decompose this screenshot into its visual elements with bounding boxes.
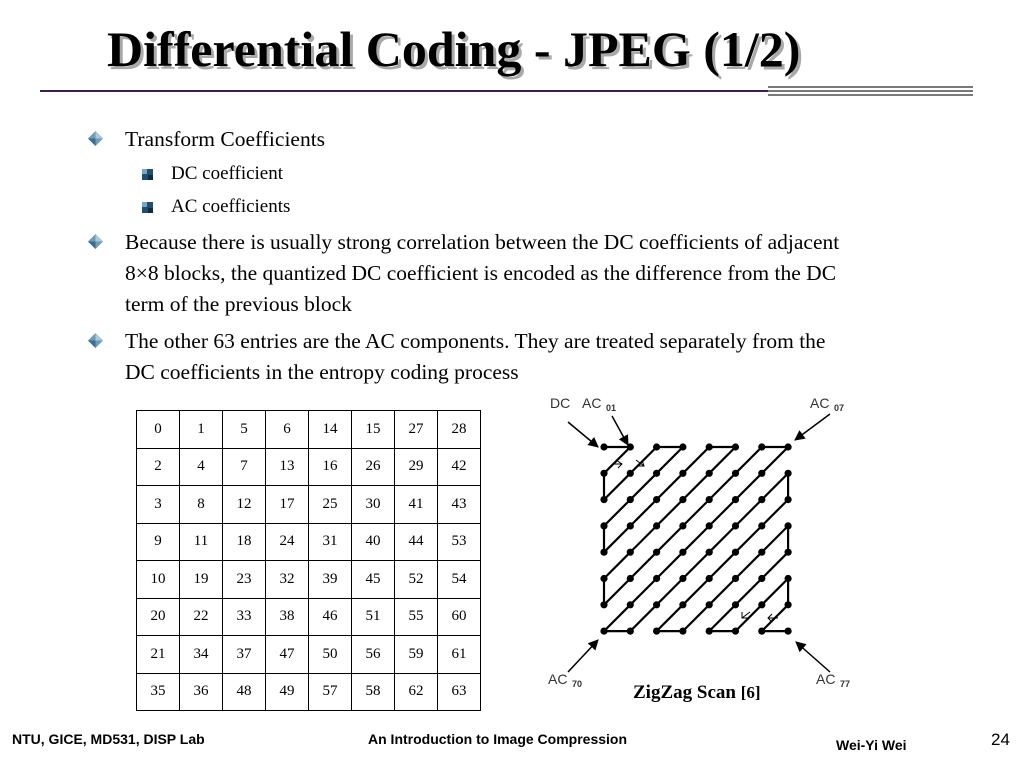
coefficient-dot: [600, 601, 607, 608]
table-row: [137, 486, 481, 524]
table-cell: 30: [352, 486, 395, 524]
table-cell: 48: [223, 673, 266, 711]
coefficient-dot: [732, 496, 739, 503]
table-cell: 56: [352, 636, 395, 674]
coefficient-dot: [706, 496, 713, 503]
bullet-text: 8×8 blocks, the quantized DC coefficient is encoded as the difference from the DC: [125, 261, 837, 285]
table-cell: 3: [137, 486, 180, 524]
coefficient-dot: [600, 628, 607, 635]
table-cell: 57: [309, 673, 352, 711]
table-row: [137, 673, 481, 711]
table-row: [137, 411, 481, 449]
coefficient-dot: [758, 549, 765, 556]
diamond-bullet-icon: [88, 131, 103, 146]
zigzag-segment: [709, 526, 735, 552]
zigzag-segment: [736, 447, 762, 473]
ac07-label: AC: [810, 395, 830, 411]
ac07-subscript: 07: [834, 403, 845, 413]
table-cell: 23: [223, 561, 266, 599]
table-row: [137, 598, 481, 636]
table-cell: 38: [266, 598, 309, 636]
zigzag-segment: [683, 526, 709, 552]
table-cell: 0: [137, 411, 180, 449]
coefficient-dot: [627, 549, 634, 556]
table-cell: 27: [395, 411, 438, 449]
coefficient-dot: [653, 470, 660, 477]
ac70-subscript: 70: [572, 679, 583, 689]
bullet-text: Because there is usually strong correlation between the DC coefficients of adjacent: [125, 230, 840, 254]
zigzag-segment: [683, 500, 709, 526]
table-cell: 8: [180, 486, 223, 524]
table-cell: 6: [266, 411, 309, 449]
zigzag-segment: [736, 526, 762, 552]
coefficient-dot: [732, 575, 739, 582]
footer-lab: NTU, GICE, MD531, DISP Lab: [12, 731, 205, 747]
zigzag-segment: [683, 447, 709, 473]
coefficient-dot: [627, 628, 634, 635]
zigzag-segment: [630, 605, 656, 631]
zigzag-segment: [709, 605, 735, 631]
table-cell: 55: [395, 598, 438, 636]
coefficient-dot: [732, 522, 739, 529]
page-number: 24: [991, 730, 1010, 749]
bullet-text: Transform Coefficients: [125, 127, 326, 151]
table-cell: 21: [137, 636, 180, 674]
zigzag-order-table: [136, 410, 481, 711]
table-cell: 54: [438, 561, 481, 599]
table-cell: 7: [223, 448, 266, 486]
diagram-caption: [633, 682, 761, 704]
direction-hint-icon: [612, 460, 622, 468]
zigzag-segment: [630, 473, 656, 499]
table-cell: 16: [309, 448, 352, 486]
coefficient-dot: [785, 470, 792, 477]
coefficient-dot: [627, 601, 634, 608]
zigzag-segment: [630, 579, 656, 605]
footer-author: Wei-Yi Wei: [836, 737, 907, 753]
coefficient-dot: [679, 628, 686, 635]
table-cell: 12: [223, 486, 266, 524]
table-cell: 37: [223, 636, 266, 674]
table-cell: 34: [180, 636, 223, 674]
zigzag-segment: [736, 579, 762, 605]
table-cell: 44: [395, 523, 438, 561]
coefficient-dot: [785, 496, 792, 503]
zigzag-segment: [709, 579, 735, 605]
coefficient-dot: [758, 496, 765, 503]
slide-title: Differential Coding - JPEG (1/2): [107, 21, 801, 77]
table-cell: 29: [395, 448, 438, 486]
coefficient-dot: [706, 522, 713, 529]
coefficient-dot: [600, 549, 607, 556]
zigzag-segment: [683, 473, 709, 499]
coefficient-dot: [653, 522, 660, 529]
table-cell: 36: [180, 673, 223, 711]
coefficient-dot: [785, 601, 792, 608]
zigzag-segment: [683, 605, 709, 631]
coefficient-dot: [679, 443, 686, 450]
table-cell: 32: [266, 561, 309, 599]
coefficient-dot: [758, 575, 765, 582]
table-cell: 49: [266, 673, 309, 711]
zigzag-segment: [630, 552, 656, 578]
table-cell: 39: [309, 561, 352, 599]
coefficient-dot: [758, 522, 765, 529]
diamond-bullet-icon: [88, 234, 103, 249]
zigzag-segment: [604, 526, 630, 552]
table-cell: 20: [137, 598, 180, 636]
coefficient-dot: [758, 601, 765, 608]
coefficient-dot: [732, 470, 739, 477]
table-cell: 5: [223, 411, 266, 449]
zigzag-segment: [709, 447, 735, 473]
table-cell: 22: [180, 598, 223, 636]
coefficient-dot: [758, 470, 765, 477]
coefficient-dot: [785, 549, 792, 556]
table-cell: 26: [352, 448, 395, 486]
table-cell: 25: [309, 486, 352, 524]
coefficient-dot: [627, 470, 634, 477]
coefficient-dot: [653, 575, 660, 582]
zigzag-segment: [657, 447, 683, 473]
coefficient-dot: [600, 496, 607, 503]
coefficient-dot: [785, 522, 792, 529]
zigzag-segment: [657, 605, 683, 631]
zigzag-segment: [762, 526, 788, 552]
coefficient-dot: [600, 470, 607, 477]
zigzag-segment: [762, 500, 788, 526]
coefficient-dot: [600, 443, 607, 450]
table-cell: 35: [137, 673, 180, 711]
diamond-bullet-icon: [88, 333, 103, 348]
coefficient-dot: [627, 522, 634, 529]
square-bullet-icon: [142, 169, 153, 180]
ac01-label: AC: [582, 395, 602, 411]
coefficient-dot: [732, 601, 739, 608]
zigzag-segment: [604, 579, 630, 605]
caption-text: ZigZag Scan: [633, 682, 736, 703]
coefficient-dot: [732, 443, 739, 450]
ac77-arrow: [796, 642, 830, 672]
zigzag-segment: [630, 526, 656, 552]
table-cell: 63: [438, 673, 481, 711]
caption-reference: [6]: [740, 683, 761, 702]
footer-course-title: An Introduction to Image Compression: [368, 731, 628, 747]
zigzag-segment: [736, 473, 762, 499]
zigzag-segment: [657, 473, 683, 499]
coefficient-dot: [706, 601, 713, 608]
ac77-label: AC: [816, 671, 836, 687]
table-cell: 18: [223, 523, 266, 561]
zigzag-segment: [736, 500, 762, 526]
coefficient-dot: [627, 496, 634, 503]
bullet-text: DC coefficients in the entropy coding process: [125, 360, 519, 384]
zigzag-segment: [657, 526, 683, 552]
table-cell: 47: [266, 636, 309, 674]
coefficient-dot: [679, 496, 686, 503]
table-cell: 2: [137, 448, 180, 486]
table-row: [137, 523, 481, 561]
ac01-arrow: [612, 416, 628, 445]
zigzag-segment: [683, 579, 709, 605]
coefficient-dot: [706, 575, 713, 582]
table-cell: 46: [309, 598, 352, 636]
zigzag-segment: [630, 500, 656, 526]
table-cell: 1: [180, 411, 223, 449]
table-cell: 58: [352, 673, 395, 711]
coefficient-dot: [785, 628, 792, 635]
table-cell: 14: [309, 411, 352, 449]
zigzag-segment: [657, 500, 683, 526]
table-cell: 51: [352, 598, 395, 636]
sub-bullet-text: AC coefficients: [171, 196, 291, 217]
coefficient-dot: [758, 443, 765, 450]
coefficient-dot: [785, 575, 792, 582]
coefficient-dot: [653, 496, 660, 503]
zigzag-segment: [604, 500, 630, 526]
coefficient-dot: [653, 549, 660, 556]
table-cell: 43: [438, 486, 481, 524]
table-cell: 61: [438, 636, 481, 674]
coefficient-dot: [600, 575, 607, 582]
zigzag-segment: [604, 605, 630, 631]
bullet-text: The other 63 entries are the AC components. They are treated separately from the: [125, 329, 826, 353]
coefficient-dot: [785, 443, 792, 450]
table-cell: 24: [266, 523, 309, 561]
coefficient-dot: [758, 628, 765, 635]
table-cell: 62: [395, 673, 438, 711]
zigzag-segment: [709, 500, 735, 526]
title-divider-accent: [768, 86, 973, 98]
coefficient-dot: [600, 522, 607, 529]
table-cell: 15: [352, 411, 395, 449]
table-row: [137, 561, 481, 599]
ac70-label: AC: [548, 671, 568, 687]
coefficient-dot: [706, 549, 713, 556]
table-cell: 11: [180, 523, 223, 561]
table-cell: 60: [438, 598, 481, 636]
table-cell: 42: [438, 448, 481, 486]
table-cell: 31: [309, 523, 352, 561]
coefficient-dot: [627, 575, 634, 582]
zigzag-segment: [630, 447, 656, 473]
table-row: [137, 636, 481, 674]
zigzag-segment: [683, 552, 709, 578]
coefficient-dot: [706, 628, 713, 635]
zigzag-segment: [604, 552, 630, 578]
zigzag-segment: [762, 447, 788, 473]
coefficient-dot: [679, 549, 686, 556]
table-cell: 33: [223, 598, 266, 636]
bullet-text: term of the previous block: [125, 292, 352, 316]
table-cell: 19: [180, 561, 223, 599]
coefficient-dot: [653, 628, 660, 635]
zigzag-segment: [709, 552, 735, 578]
table-cell: 50: [309, 636, 352, 674]
ac70-arrow: [568, 640, 598, 672]
table-cell: 4: [180, 448, 223, 486]
table-row: [137, 448, 481, 486]
table-cell: 40: [352, 523, 395, 561]
coefficient-dot: [706, 443, 713, 450]
square-bullet-icon: [142, 202, 153, 213]
zigzag-segment: [762, 552, 788, 578]
table-cell: 52: [395, 561, 438, 599]
dc-arrow: [568, 422, 598, 447]
coefficient-dot: [679, 470, 686, 477]
table-cell: 59: [395, 636, 438, 674]
table-cell: 9: [137, 523, 180, 561]
table-cell: 10: [137, 561, 180, 599]
table-cell: 45: [352, 561, 395, 599]
coefficient-dot: [706, 470, 713, 477]
table-cell: 53: [438, 523, 481, 561]
zigzag-segment: [762, 473, 788, 499]
zigzag-segment: [762, 579, 788, 605]
coefficient-dot: [679, 522, 686, 529]
dc-label: DC: [550, 395, 571, 411]
zigzag-segment: [657, 579, 683, 605]
coefficient-dot: [679, 601, 686, 608]
ac07-arrow: [795, 414, 830, 440]
coefficient-dot: [679, 575, 686, 582]
coefficient-dot: [653, 443, 660, 450]
zigzag-segment: [657, 552, 683, 578]
sub-bullet-text: DC coefficient: [171, 163, 284, 184]
zigzag-segment: [604, 473, 630, 499]
table-cell: 17: [266, 486, 309, 524]
coefficient-dot: [732, 628, 739, 635]
ac01-subscript: 01: [606, 403, 617, 413]
zigzag-segment: [709, 473, 735, 499]
zigzag-scan-diagram: [540, 390, 860, 690]
coefficient-dot: [732, 549, 739, 556]
table-cell: 28: [438, 411, 481, 449]
zigzag-segment: [736, 552, 762, 578]
ac77-subscript: 77: [840, 679, 851, 689]
zigzag-segment: [604, 447, 630, 473]
table-cell: 41: [395, 486, 438, 524]
table-cell: 13: [266, 448, 309, 486]
coefficient-dot: [653, 601, 660, 608]
zigzag-segment: [736, 605, 762, 631]
